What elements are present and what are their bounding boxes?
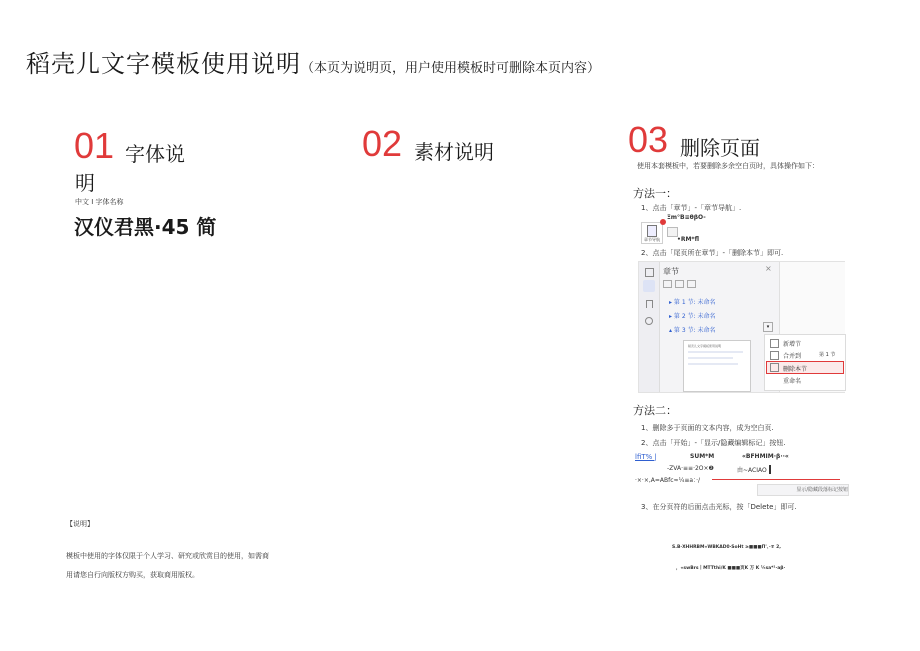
- section3-title: 删除页面: [680, 136, 760, 160]
- close-icon[interactable]: ×: [765, 264, 772, 273]
- toolbar-garble-f: ·×·×,A=ABfc≈¼≡a：·/: [635, 477, 701, 484]
- page-title: [26, 44, 600, 79]
- notes-heading: 【说明】: [66, 520, 94, 528]
- menu-delete-section[interactable]: 删除本节: [783, 366, 808, 373]
- menu-merge-target[interactable]: 第 1 节: [819, 352, 836, 358]
- method1-garble1: Ξm°B≡θβO-: [667, 214, 706, 221]
- method2-heading: 方法二：: [633, 404, 677, 417]
- font-caption: 中文 I 字体名称: [75, 198, 124, 206]
- menu-new-section[interactable]: 新增节: [783, 341, 802, 348]
- thumbnail-line: [688, 357, 733, 359]
- toolbar-garble-c: «BFHMIM·β··«: [742, 453, 789, 460]
- section2-title: 素材说明: [414, 140, 494, 164]
- new-section-icon: [770, 339, 779, 348]
- delete-section-icon: [770, 363, 779, 372]
- highlight-dot-icon: [660, 219, 666, 225]
- method2-garble-h: ，«swBrs丨MTTthi/K ■■■页K 万 K ¼sa*¹·aβ·: [676, 566, 786, 571]
- chapter-nav-icon-label: 章节导航: [644, 237, 660, 242]
- menu-merge-to[interactable]: 合并到: [783, 353, 802, 360]
- show-hide-marks-button[interactable]: [757, 484, 849, 496]
- chapter-panel-screenshot: [638, 261, 845, 393]
- method2-step2: 2、点击「开始」-「显示/隐藏编辑标记」按钮.: [641, 439, 786, 447]
- font-name-demo: 汉仪君黑·45 简: [74, 215, 217, 239]
- page-title-subtitle: （本页为说明页，用户使用模板时可删除本页内容）: [301, 61, 601, 76]
- chapter-item-3[interactable]: ▴ 第 3 节: 未命名: [669, 327, 716, 334]
- left-icon-bar: [639, 262, 660, 392]
- toolbar-garble-a: lfiT% |: [635, 453, 657, 461]
- page-title-main: 稻壳儿文字模板使用说明: [26, 50, 301, 78]
- chapter-nav-icon-button[interactable]: [641, 222, 663, 244]
- document-icon: [647, 225, 657, 237]
- method2-garble-g: S.B·XHHRBM«WBKAD0·SoHt ≥■■■Π'、·∓ 2,: [672, 545, 781, 550]
- show-hide-marks-label: 显示/隐藏段落标记按钮: [796, 487, 848, 493]
- toolbar-icon-2[interactable]: [675, 280, 684, 288]
- toolbar-garble-b: SUM*M: [690, 453, 715, 460]
- menu-rename[interactable]: 重命名: [783, 378, 802, 385]
- delete-section-highlight[interactable]: [766, 361, 844, 374]
- search-icon[interactable]: [645, 317, 653, 325]
- toolbar-garble-d: -ZVA·≡≡·2O×❷: [667, 465, 714, 472]
- thumbnail-line: [688, 363, 738, 365]
- chapter-item-2[interactable]: ▸ 第 2 节: 未命名: [669, 313, 716, 320]
- method1-step2: 2、点击「尾页所在章节」-「删除本节」即可.: [641, 249, 784, 257]
- section1-number: 01: [74, 125, 115, 166]
- section3-intro: 使用本套模板中，若要删除多余空白页时，具体操作如下：: [637, 162, 819, 170]
- toolbar-icon-3[interactable]: [687, 280, 696, 288]
- context-menu: [764, 334, 846, 391]
- method2-step3: 3、在分页符的后面点击光标，按「Delete」即可.: [641, 503, 797, 511]
- merge-icon: [770, 351, 779, 360]
- chapter-more-button[interactable]: ▾: [763, 322, 773, 332]
- thumbnail-title: 稻壳儿文字模板使用说明: [688, 344, 722, 348]
- page-thumbnail: [683, 340, 751, 392]
- thumbnail-line: [688, 351, 743, 353]
- notes-line2: 用请您自行向版权方购买，获取商用版权。: [66, 571, 199, 579]
- chapter-item-1[interactable]: ▸ 第 1 节: 未命名: [669, 299, 716, 306]
- section2-number: 02: [362, 123, 403, 164]
- chapter-panel-title: 章节: [663, 267, 679, 276]
- method1-step1: 1、点击「章节」-「章节导航」.: [641, 204, 742, 212]
- section3-number: 03: [628, 119, 669, 160]
- bookmark-icon[interactable]: [646, 300, 653, 308]
- section1-title-line2: 明: [75, 171, 95, 195]
- method1-garble2: •RM*fl: [677, 236, 700, 243]
- section1-title-line1: 字体说: [125, 142, 185, 166]
- method2-step1: 1、删除多于页面的文本内容，成为空白页.: [641, 424, 774, 432]
- chapter-active-icon[interactable]: [643, 280, 655, 292]
- method1-heading: 方法一：: [633, 187, 677, 200]
- toolbar-garble-e: 由~ACIAO: [737, 465, 771, 474]
- notes-line1: 模板中使用的字体仅限于个人学习、研究或欣赏目的使用，如需商: [66, 552, 269, 560]
- toolbar-icon-1[interactable]: [663, 280, 672, 288]
- highlight-underline: [712, 479, 840, 480]
- list-icon[interactable]: [645, 268, 654, 277]
